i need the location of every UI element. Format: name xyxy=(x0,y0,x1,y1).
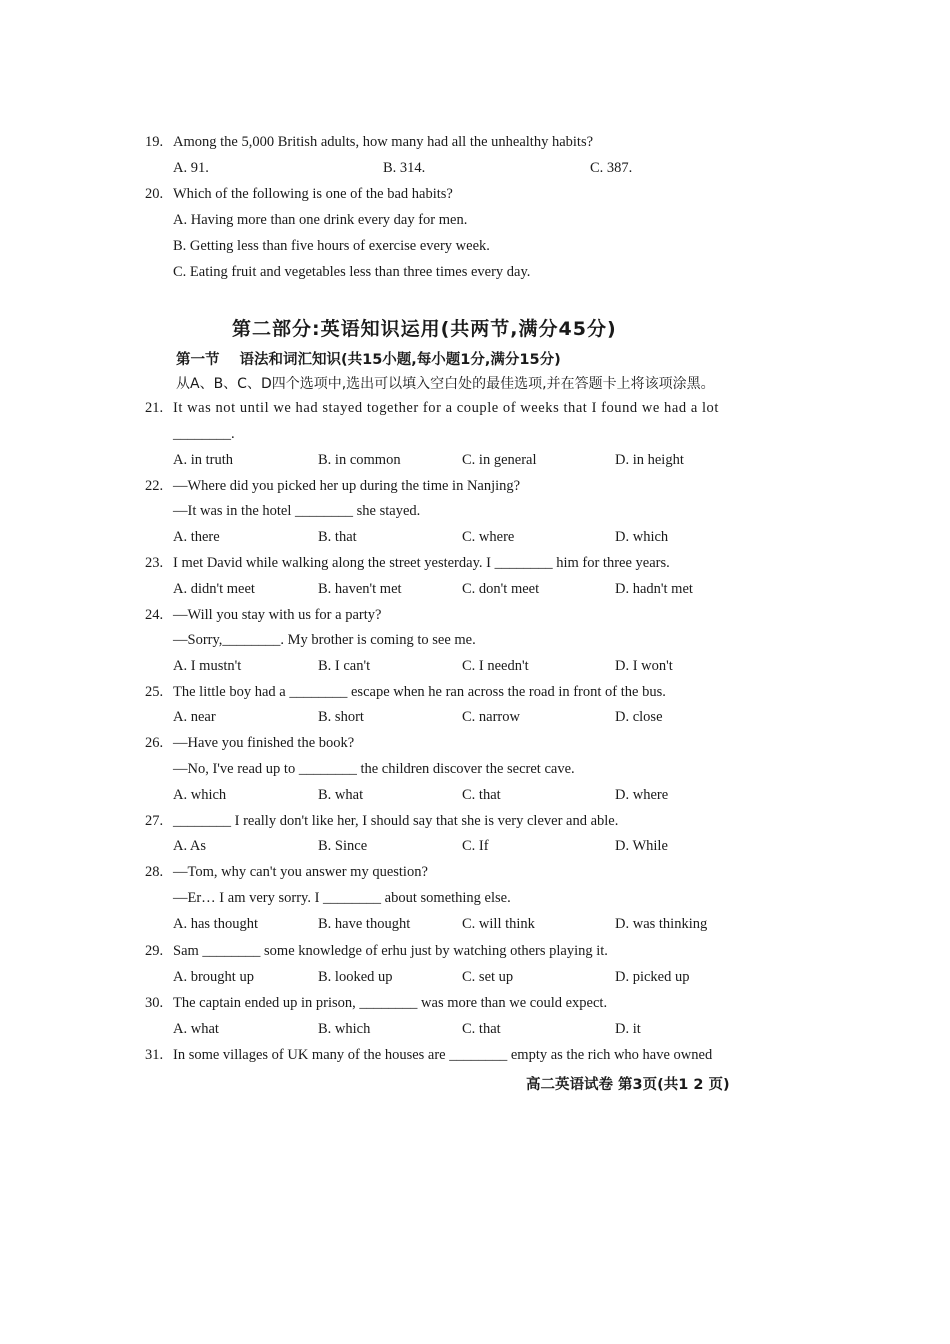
option-b: B. I can't xyxy=(318,658,371,674)
option-c: C. 387. xyxy=(590,160,633,176)
question-19 xyxy=(145,134,593,151)
question-number: 20. xyxy=(145,186,164,202)
option-a: A. Having more than one drink every day for men. xyxy=(173,212,468,228)
instructions: 从A、B、C、D四个选项中,选出可以填入空白处的最佳选项,并在答题卡上将该项涂黑。 xyxy=(176,376,715,392)
question-22 xyxy=(145,478,520,495)
option-a: A. in truth xyxy=(173,452,234,468)
question-stem-continued: —It was in the hotel ________ she stayed. xyxy=(173,503,421,519)
option-c: C. in general xyxy=(462,452,537,468)
option-d: D. hadn't met xyxy=(615,581,693,597)
question-stem: ________ I really don't like her, I should say that she is very clever and able. xyxy=(173,813,619,829)
option-d: D. it xyxy=(615,1021,641,1037)
option-b: B. in common xyxy=(318,452,401,468)
option-a: A. which xyxy=(173,787,227,803)
question-stem: The little boy had a ________ escape when he ran across the road in front of the bus. xyxy=(173,684,666,700)
question-number: 23. xyxy=(145,555,164,571)
question-stem: —Where did you picked her up during the time in Nanjing? xyxy=(173,478,521,494)
option-a: A. brought up xyxy=(173,969,254,985)
option-c: C. where xyxy=(462,529,515,545)
option-c: C. Eating fruit and vegetables less than three times every day. xyxy=(173,264,531,280)
option-a: A. near xyxy=(173,709,216,725)
option-c: C. will think xyxy=(462,916,535,932)
option-c: C. set up xyxy=(462,969,514,985)
option-a: A. has thought xyxy=(173,916,258,932)
option-b: B. looked up xyxy=(318,969,393,985)
question-stem-continued: —No, I've read up to ________ the children discover the secret cave. xyxy=(173,761,575,777)
question-stem: Which of the following is one of the bad habits? xyxy=(173,186,453,202)
option-b: B. what xyxy=(318,787,364,803)
question-number: 24. xyxy=(145,607,164,623)
section-one-label: 第一节 xyxy=(176,352,220,368)
question-number: 30. xyxy=(145,995,164,1011)
option-d: D. was thinking xyxy=(615,916,708,932)
option-b: B. short xyxy=(318,709,364,725)
option-b: B. Since xyxy=(318,838,368,854)
option-b: B. that xyxy=(318,529,357,545)
question-stem: —Have you finished the book? xyxy=(173,735,355,751)
option-a: A. I mustn't xyxy=(173,658,242,674)
option-b: B. Getting less than five hours of exercise every week. xyxy=(173,238,490,254)
option-a: A. 91. xyxy=(173,160,209,176)
option-a: A. As xyxy=(173,838,207,854)
option-c: C. that xyxy=(462,1021,501,1037)
question-31 xyxy=(145,1047,712,1064)
question-number: 28. xyxy=(145,864,164,880)
option-c: C. don't meet xyxy=(462,581,540,597)
section-one-title: 语法和词汇知识(共15小题,每小题1分,满分15分) xyxy=(239,352,561,368)
question-number: 29. xyxy=(145,943,164,959)
question-20 xyxy=(145,186,453,203)
question-stem: It was not until we had stayed together for a couple of weeks that I found we had a lot xyxy=(173,400,719,416)
question-25 xyxy=(145,684,666,701)
option-d: D. close xyxy=(615,709,663,725)
option-c: C. I needn't xyxy=(462,658,529,674)
question-stem: The captain ended up in prison, ________ was more than we could expect. xyxy=(173,995,608,1011)
question-29 xyxy=(145,943,608,960)
option-b: B. have thought xyxy=(318,916,411,932)
question-number: 27. xyxy=(145,813,164,829)
question-21 xyxy=(145,400,719,417)
section-one-heading xyxy=(176,348,561,369)
option-d: D. picked up xyxy=(615,969,690,985)
question-stem: —Tom, why can't you answer my question? xyxy=(173,864,428,880)
option-d: D. in height xyxy=(615,452,684,468)
question-30 xyxy=(145,995,607,1012)
question-28 xyxy=(145,864,428,881)
question-number: 31. xyxy=(145,1047,164,1063)
option-c: C. that xyxy=(462,787,501,803)
question-stem-continued: ________. xyxy=(173,426,235,442)
option-d: D. where xyxy=(615,787,669,803)
question-number: 25. xyxy=(145,684,164,700)
question-stem: I met David while walking along the street yesterday. I ________ him for three years. xyxy=(173,555,670,571)
question-number: 19. xyxy=(145,134,164,150)
option-c: C. If xyxy=(462,838,489,854)
question-number: 26. xyxy=(145,735,164,751)
question-27 xyxy=(145,813,618,830)
part-two-title: 第二部分:英语知识运用(共两节,满分45分) xyxy=(232,318,617,340)
question-stem: Among the 5,000 British adults, how many had all the unhealthy habits? xyxy=(173,134,594,150)
option-a: A. didn't meet xyxy=(173,581,255,597)
question-stem-continued: —Er… I am very sorry. I ________ about something else. xyxy=(173,890,511,906)
option-b: B. 314. xyxy=(383,160,426,176)
question-26 xyxy=(145,735,354,752)
question-stem-continued: —Sorry,________. My brother is coming to see me. xyxy=(173,632,476,648)
option-c: C. narrow xyxy=(462,709,520,725)
question-stem: Sam ________ some knowledge of erhu just by watching others playing it. xyxy=(173,943,608,959)
page-footer: 高二英语试卷 第3页(共1 2 页) xyxy=(526,1077,730,1093)
option-d: D. which xyxy=(615,529,669,545)
option-a: A. what xyxy=(173,1021,219,1037)
option-b: B. haven't met xyxy=(318,581,402,597)
option-b: B. which xyxy=(318,1021,371,1037)
option-a: A. there xyxy=(173,529,220,545)
question-number: 21. xyxy=(145,400,164,416)
question-24 xyxy=(145,607,381,624)
question-23 xyxy=(145,555,670,572)
question-stem: In some villages of UK many of the houses are ________ empty as the rich who have owned xyxy=(173,1047,713,1063)
question-number: 22. xyxy=(145,478,164,494)
question-stem: —Will you stay with us for a party? xyxy=(173,607,382,623)
option-d: D. I won't xyxy=(615,658,673,674)
option-d: D. While xyxy=(615,838,668,854)
